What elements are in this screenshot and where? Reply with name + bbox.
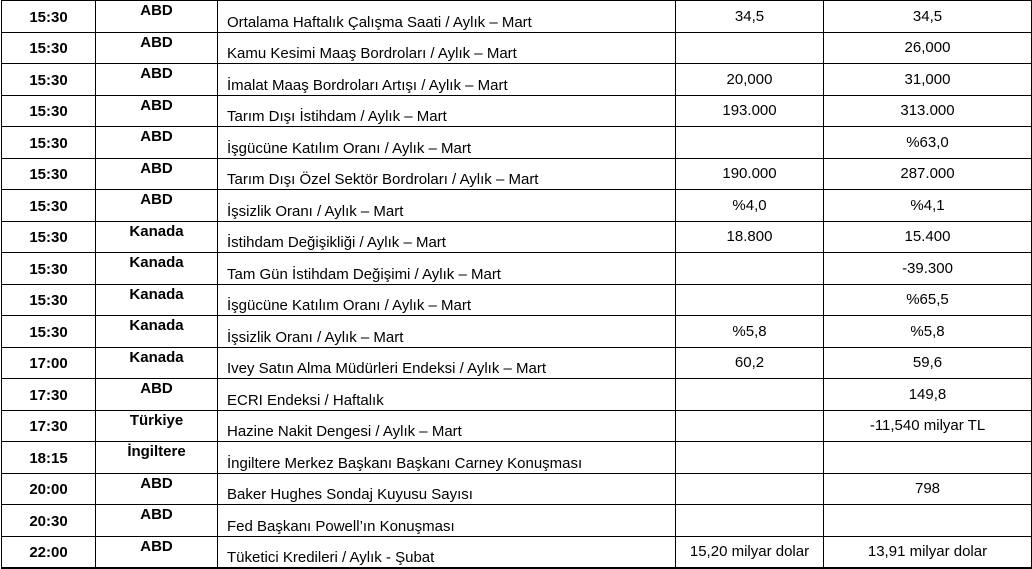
event-cell: İşgücüne Katılım Oranı / Aylık – Mart — [218, 284, 676, 316]
table-row — [2, 473, 1032, 505]
expected-value-cell — [676, 32, 824, 64]
country-cell: ABD — [96, 190, 218, 222]
expected-value-cell — [676, 473, 824, 505]
table-row — [2, 284, 1032, 316]
table-row — [2, 253, 1032, 285]
time-cell: 15:30 — [2, 32, 96, 64]
expected-value-cell: %5,8 — [676, 316, 824, 348]
table-row — [2, 442, 1032, 474]
expected-value-cell: 190.000 — [676, 158, 824, 190]
time-cell: 15:30 — [2, 95, 96, 127]
country-cell: ABD — [96, 95, 218, 127]
event-cell: İngiltere Merkez Başkanı Başkanı Carney Konuşması — [218, 442, 676, 474]
expected-value-cell — [676, 410, 824, 442]
table-row — [2, 536, 1032, 568]
previous-value-cell: 287.000 — [824, 158, 1032, 190]
country-cell: Kanada — [96, 253, 218, 285]
expected-value-cell — [676, 127, 824, 159]
previous-value-cell — [824, 505, 1032, 537]
table-row — [2, 64, 1032, 96]
country-cell: ABD — [96, 379, 218, 411]
time-cell: 17:00 — [2, 347, 96, 379]
time-cell: 15:30 — [2, 127, 96, 159]
table-row — [2, 505, 1032, 537]
event-cell: Hazine Nakit Dengesi / Aylık – Mart — [218, 410, 676, 442]
previous-value-cell: 313.000 — [824, 95, 1032, 127]
time-cell: 15:30 — [2, 316, 96, 348]
event-cell: İşgücüne Katılım Oranı / Aylık – Mart — [218, 127, 676, 159]
calendar-body — [2, 1, 1032, 569]
country-cell: ABD — [96, 158, 218, 190]
country-cell: ABD — [96, 473, 218, 505]
expected-value-cell: 15,20 milyar dolar — [676, 536, 824, 568]
previous-value-cell: %4,1 — [824, 190, 1032, 222]
time-cell: 15:30 — [2, 190, 96, 222]
country-cell: ABD — [96, 505, 218, 537]
table-row — [2, 410, 1032, 442]
country-cell: Türkiye — [96, 410, 218, 442]
event-cell: İşsizlik Oranı / Aylık – Mart — [218, 316, 676, 348]
country-cell: ABD — [96, 1, 218, 33]
country-cell: İngiltere — [96, 442, 218, 474]
expected-value-cell — [676, 505, 824, 537]
previous-value-cell: 149,8 — [824, 379, 1032, 411]
country-cell: ABD — [96, 127, 218, 159]
event-cell: Tarım Dışı Özel Sektör Bordroları / Aylık – Mart — [218, 158, 676, 190]
time-cell: 22:00 — [2, 536, 96, 568]
event-cell: İmalat Maaş Bordroları Artışı / Aylık – Mart — [218, 64, 676, 96]
table-row — [2, 32, 1032, 64]
table-row — [2, 347, 1032, 379]
time-cell: 20:00 — [2, 473, 96, 505]
country-cell: Kanada — [96, 284, 218, 316]
table-row — [2, 95, 1032, 127]
event-cell: Ivey Satın Alma Müdürleri Endeksi / Aylık – Mart — [218, 347, 676, 379]
expected-value-cell — [676, 253, 824, 285]
event-cell: Baker Hughes Sondaj Kuyusu Sayısı — [218, 473, 676, 505]
previous-value-cell: 26,000 — [824, 32, 1032, 64]
event-cell: İşsizlik Oranı / Aylık – Mart — [218, 190, 676, 222]
table-row — [2, 221, 1032, 253]
previous-value-cell — [824, 442, 1032, 474]
event-cell: Tarım Dışı İstihdam / Aylık – Mart — [218, 95, 676, 127]
table-row — [2, 379, 1032, 411]
previous-value-cell: 31,000 — [824, 64, 1032, 96]
time-cell: 15:30 — [2, 253, 96, 285]
expected-value-cell — [676, 379, 824, 411]
previous-value-cell: %5,8 — [824, 316, 1032, 348]
country-cell: Kanada — [96, 316, 218, 348]
table-row — [2, 190, 1032, 222]
country-cell: ABD — [96, 32, 218, 64]
previous-value-cell: -39.300 — [824, 253, 1032, 285]
previous-value-cell: 15.400 — [824, 221, 1032, 253]
previous-value-cell: 59,6 — [824, 347, 1032, 379]
previous-value-cell: 798 — [824, 473, 1032, 505]
expected-value-cell: %4,0 — [676, 190, 824, 222]
previous-value-cell: %65,5 — [824, 284, 1032, 316]
time-cell: 15:30 — [2, 1, 96, 33]
expected-value-cell: 20,000 — [676, 64, 824, 96]
expected-value-cell: 193.000 — [676, 95, 824, 127]
table-row — [2, 1, 1032, 33]
event-cell: Ortalama Haftalık Çalışma Saati / Aylık – Mart — [218, 1, 676, 33]
expected-value-cell — [676, 442, 824, 474]
country-cell: ABD — [96, 64, 218, 96]
time-cell: 15:30 — [2, 64, 96, 96]
event-cell: Fed Başkanı Powell’ın Konuşması — [218, 505, 676, 537]
time-cell: 17:30 — [2, 410, 96, 442]
time-cell: 15:30 — [2, 158, 96, 190]
country-cell: Kanada — [96, 347, 218, 379]
expected-value-cell: 18.800 — [676, 221, 824, 253]
time-cell: 20:30 — [2, 505, 96, 537]
event-cell: Kamu Kesimi Maaş Bordroları / Aylık – Mart — [218, 32, 676, 64]
country-cell: ABD — [96, 536, 218, 568]
event-cell: Tam Gün İstihdam Değişimi / Aylık – Mart — [218, 253, 676, 285]
expected-value-cell — [676, 284, 824, 316]
time-cell: 15:30 — [2, 221, 96, 253]
expected-value-cell: 34,5 — [676, 1, 824, 33]
time-cell: 15:30 — [2, 284, 96, 316]
previous-value-cell: 34,5 — [824, 1, 1032, 33]
expected-value-cell: 60,2 — [676, 347, 824, 379]
table-row — [2, 158, 1032, 190]
table-row — [2, 316, 1032, 348]
event-cell: Tüketici Kredileri / Aylık - Şubat — [218, 536, 676, 568]
previous-value-cell: -11,540 milyar TL — [824, 410, 1032, 442]
time-cell: 18:15 — [2, 442, 96, 474]
time-cell: 17:30 — [2, 379, 96, 411]
previous-value-cell: 13,91 milyar dolar — [824, 536, 1032, 568]
previous-value-cell: %63,0 — [824, 127, 1032, 159]
table-row — [2, 127, 1032, 159]
country-cell: Kanada — [96, 221, 218, 253]
event-cell: ECRI Endeksi / Haftalık — [218, 379, 676, 411]
event-cell: İstihdam Değişikliği / Aylık – Mart — [218, 221, 676, 253]
economic-calendar-table — [1, 0, 1032, 569]
